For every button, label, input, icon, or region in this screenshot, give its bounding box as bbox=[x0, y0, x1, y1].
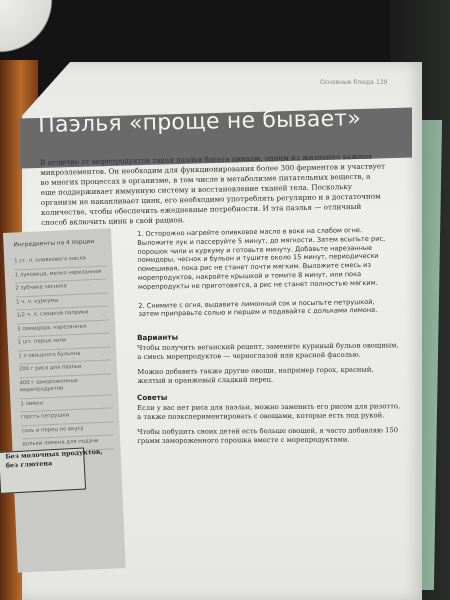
ingredients-list bbox=[14, 253, 114, 453]
list-item: дольки лимона для подачи bbox=[22, 435, 115, 453]
variants-heading: Варианты bbox=[137, 332, 179, 342]
tips-section bbox=[137, 391, 402, 452]
variants-section bbox=[137, 330, 403, 392]
list-item: соль и перец по вкусу bbox=[21, 422, 114, 440]
diet-note-line: Без молочных продуктов, bbox=[5, 447, 103, 461]
list-item: 1/2 ч. л. сладкой паприки bbox=[16, 306, 109, 324]
list-item: 1 ст. л. оливкового масла bbox=[14, 253, 107, 271]
intro-paragraph: В отличие от морепродуктов такая паэлья богата цинком, одним из жизненно важных микроэлементов. Он необходим для функционирования более 300 ферментов и участвует во многих процессах в организме, в том числе в метаболизме питательных веществ, а еще поддерживает иммунную систему и восстановление тканей тела. Поскольку организм не накапливает цинк, его необходимо употреблять регулярно и в достаточном количестве, чтобы обеспечить ежедневные потребности. И эта паэлья — отличный способ включить цинк в свой рацион. bbox=[40, 151, 386, 227]
list-item: 2 зубчика чеснока bbox=[15, 280, 108, 298]
step-1: 1. Осторожно нагрейте оливковое масло в воке на слабом огне. Выложите лук и пассеруйте 5 минут, до мягкости. Затем всыпьте рис, порошок чили и куркуму и готовьте минуту. Добавьте нарезанные помидоры, чеснок и бульон и тушите около 15 минут, периодически помешивая, пока рис не станет почти мягким. Выложите смесь из морепродуктов, накройте крышкой и томите 8 минут, или пока морепродукты не приготовятся, а рис не станет полностью мягким. bbox=[137, 226, 386, 291]
list-item: горсть петрушки bbox=[21, 408, 114, 426]
list-item: 1 луковица, мелко нарезанная bbox=[15, 266, 108, 284]
list-item: 400 г замороженных морепродуктов bbox=[19, 374, 112, 399]
diet-note-line: без глютена bbox=[5, 459, 53, 470]
running-header: Основные блюда bbox=[320, 79, 374, 86]
variants-paragraph: Можно добавить также другие овощи, например горох, красный, желтый и оранжевый сладкий перец. bbox=[137, 365, 374, 385]
recipe-title: Паэлья «проще не бывает» bbox=[38, 106, 362, 138]
list-item: 1 шт. перца чили bbox=[18, 333, 111, 351]
step-2: 2. Снимите с огня, выдавите лимонный сок и посыпьте петрушкой, затем приправьте солью и перцем и подавайте с дольками лимона. bbox=[138, 297, 378, 319]
variants-paragraph: Чтобы получить веганский рецепт, замените куриный бульон овощным, а смесь морепродуктов — черноглазой или красной фасолью. bbox=[137, 341, 399, 361]
diet-note-box bbox=[0, 447, 103, 493]
list-item: 1 лимон bbox=[20, 395, 113, 413]
tips-paragraph: Если у вас нет риса для паэльи, можно заменить его рисом для ризотто, а также поэкспериментировать с овощами, которые есть под рукой. bbox=[137, 402, 401, 421]
page-number: 139 bbox=[376, 79, 388, 86]
list-item: 200 г риса для паэльи bbox=[19, 360, 112, 378]
ingredients-sidebar bbox=[3, 228, 126, 572]
list-item: 3 помидора, нарезанных bbox=[17, 320, 110, 338]
ingredients-heading: Ингредиенты на 4 порции bbox=[13, 239, 95, 249]
tips-heading: Советы bbox=[137, 392, 168, 402]
list-item: 1 ч. л. куркумы bbox=[16, 293, 109, 311]
list-item: 1 л овощного бульона bbox=[18, 347, 111, 365]
tips-paragraph: Чтобы побудить своих детей есть больше овощей, я часто добавляю 150 грамм замороженного горошка вместе с морепродуктами. bbox=[137, 426, 399, 445]
method-steps bbox=[137, 225, 397, 329]
book-corner bbox=[0, 0, 60, 60]
